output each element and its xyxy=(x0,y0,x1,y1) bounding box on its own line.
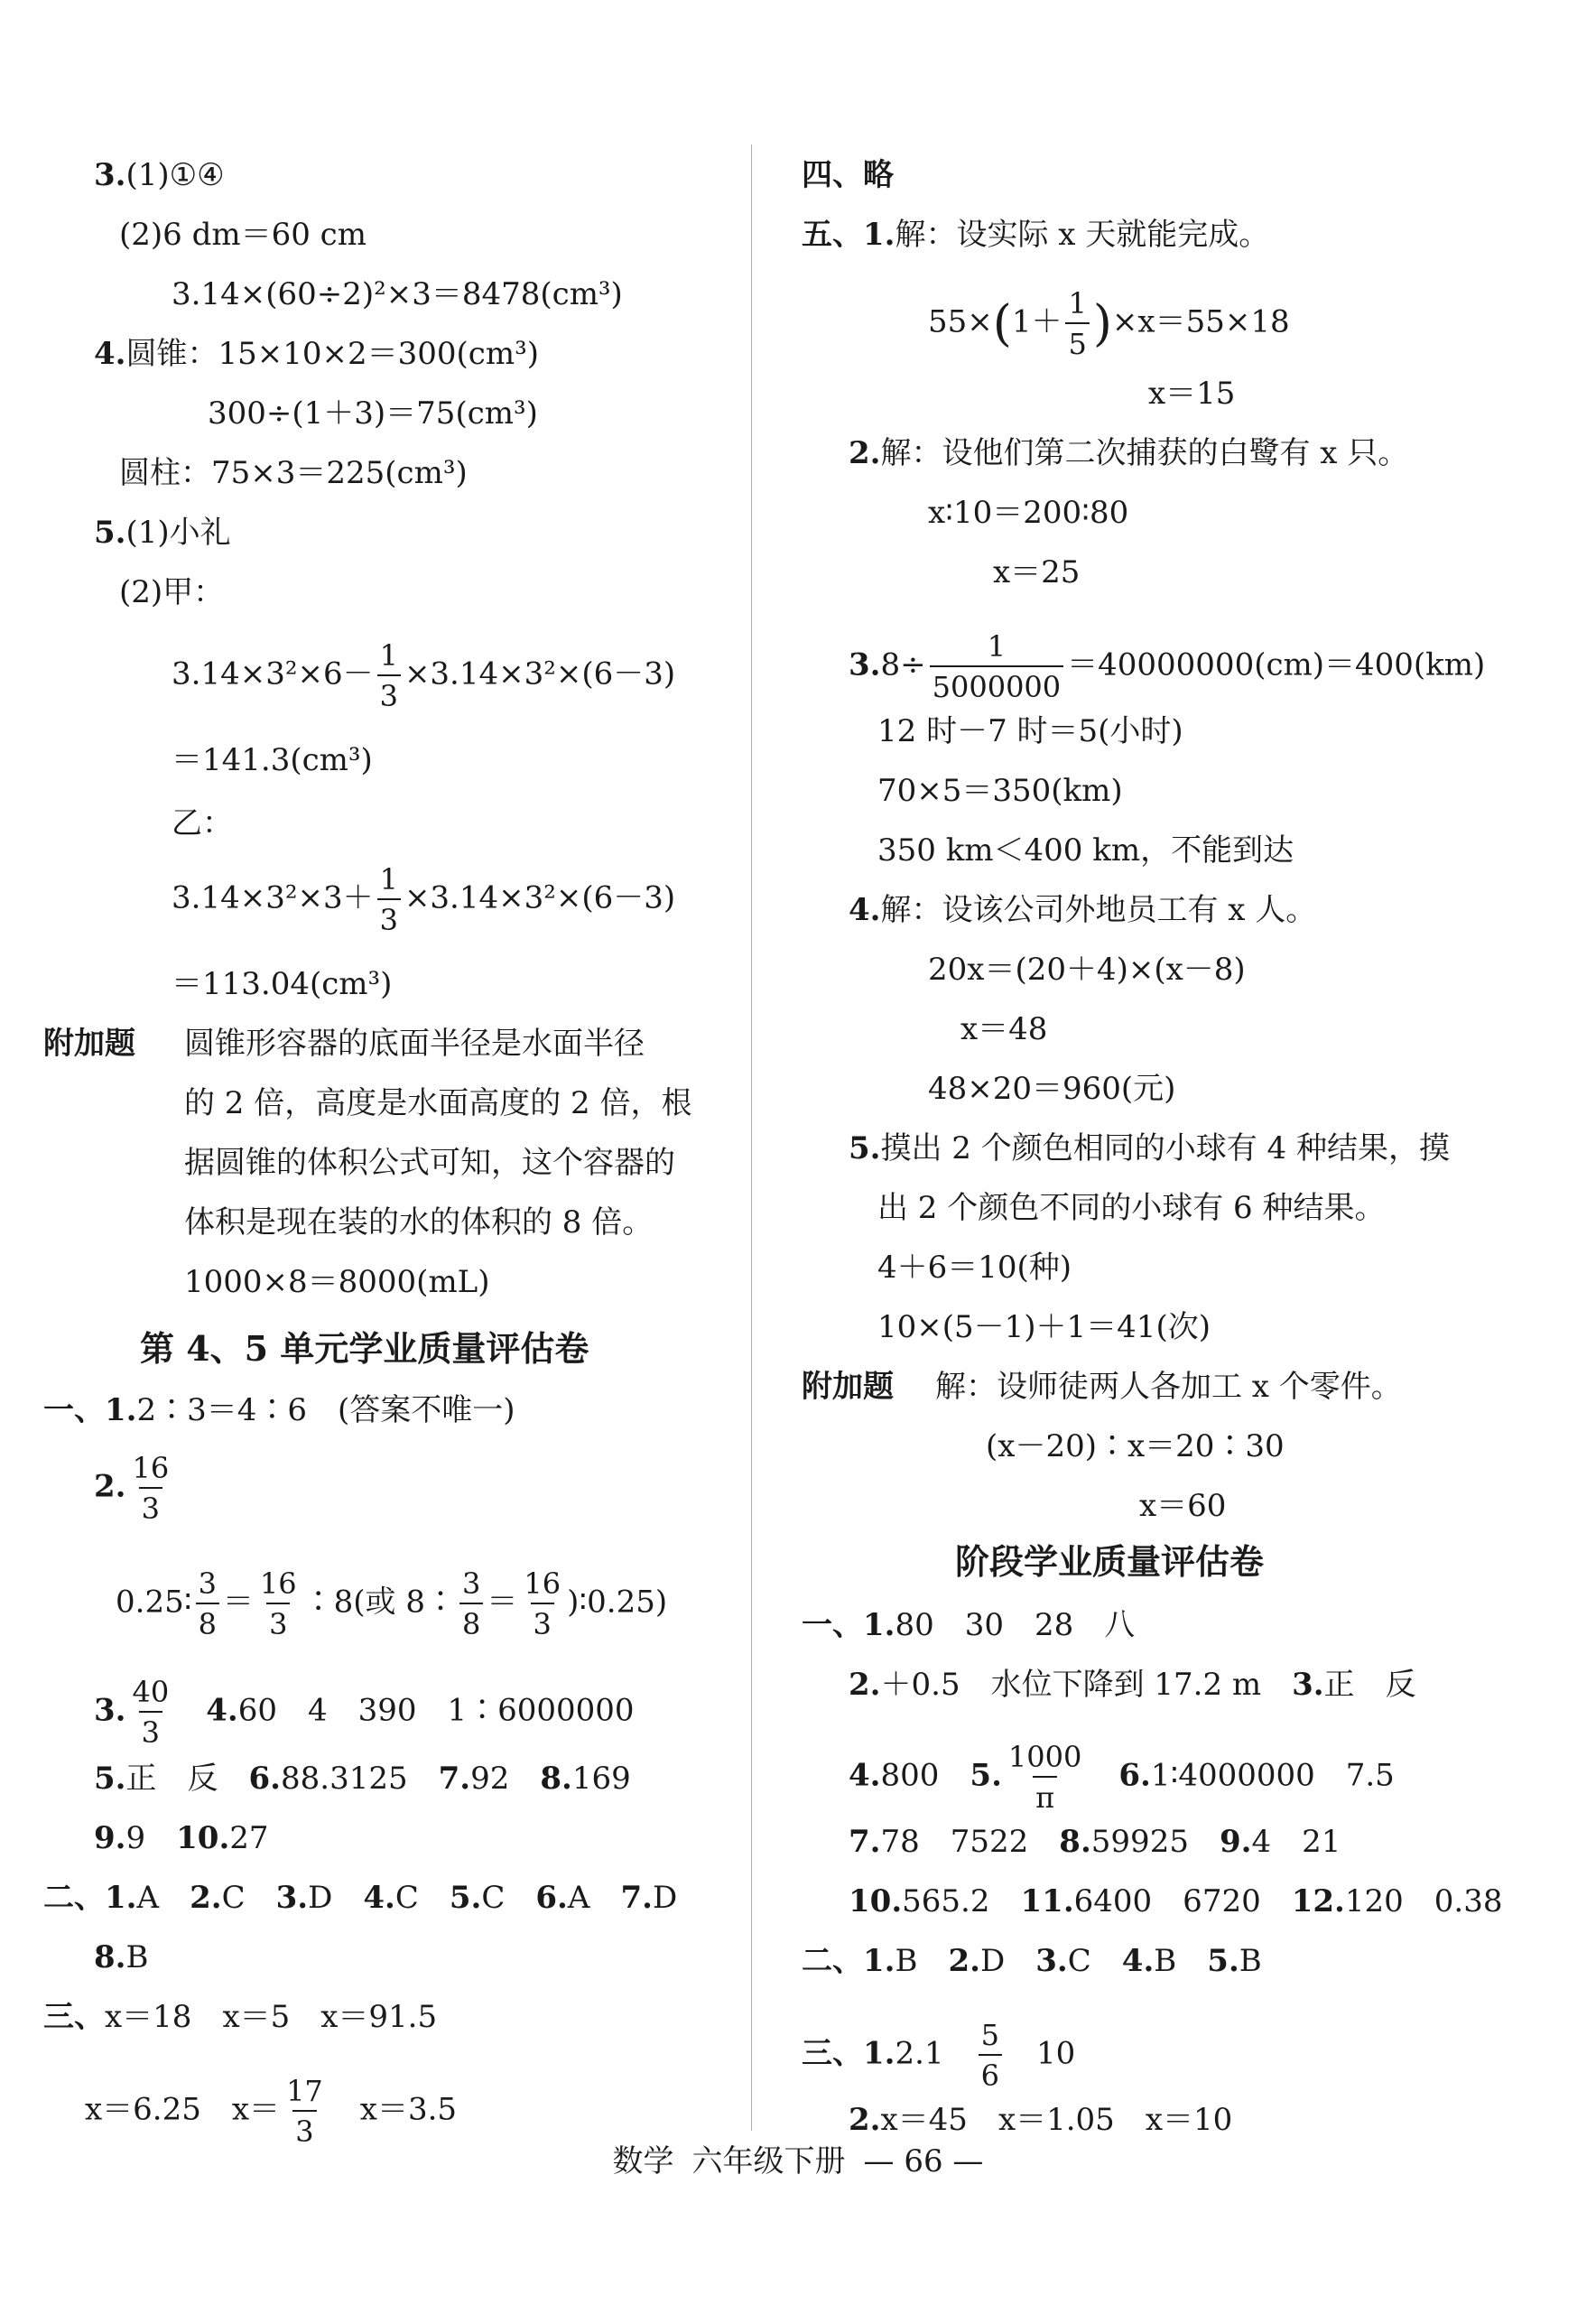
l-q4-line3: 圆柱：75×3＝225(cm³) xyxy=(119,455,468,491)
r-s4: 四、略 xyxy=(802,157,894,193)
l-extra-line2: 的 2 倍，高度是水面高度的 2 倍，根 xyxy=(184,1085,692,1121)
footer-subject: 数学 xyxy=(612,2143,674,2179)
r-s5-q5: 5.摸出 2 个颜色相同的小球有 4 种结果，摸 xyxy=(849,1130,1450,1166)
footer-page-number: — 66 — xyxy=(863,2143,984,2179)
l-s3-line1: 三、x＝18 x＝5 x＝91.5 xyxy=(43,1999,438,2035)
l-s1-q2-b: 0.25∶ $\frac{3}{8}$ ＝ $\frac{16}{3}$ ∶8(或 8∶ $\frac{3}{8}$ ＝ $\frac{16}{3}$ )∶0.25) xyxy=(116,1566,668,1641)
fraction: $\frac{40}{3}$ xyxy=(132,1675,170,1750)
r-s1-q7-q9: 7.78 7522 8.59925 9.4 21 xyxy=(849,1824,1341,1860)
r-s5-q1: 五、1.解：设实际 x 天就能完成。 xyxy=(802,217,1270,253)
r-s5-q2-l2: x＝25 xyxy=(993,554,1081,590)
r-s5-q4-l1: 20x＝(20＋4)×(x－8) xyxy=(928,952,1246,988)
fraction: $\frac{1}{5000000}$ xyxy=(930,632,1064,702)
r-s5-q2: 2.解：设他们第二次捕获的白鹭有 x 只。 xyxy=(849,435,1409,471)
l-s1-q9-q10: 9.9 10.27 xyxy=(94,1820,269,1856)
fraction: $\frac{16}{3}$ xyxy=(259,1566,297,1641)
r-s2: 二、1.B 2.D 3.C 4.B 5.B xyxy=(802,1943,1262,1979)
l-extra-line1: 圆锥形容器的底面半径是水面半径 xyxy=(184,1026,645,1062)
l-s2-line2: 8.B xyxy=(94,1939,149,1975)
r-extra-line1: 解：设师徒两人各加工 x 个零件。 xyxy=(935,1369,1402,1405)
r-s5-q4-l3: 48×20＝960(元) xyxy=(928,1071,1176,1107)
r-s5-q1-ans: x＝15 xyxy=(1148,376,1236,412)
r-s1-q2-q3: 2.＋0.5 水位下降到 17.2 m 3.正 反 xyxy=(849,1667,1416,1703)
r-s5-q5-l3: 10×(5－1)＋1＝41(次) xyxy=(877,1309,1211,1345)
section-title-stage: 阶段学业质量评估卷 xyxy=(955,1541,1265,1582)
r-s5-q2-l1: x∶10＝200∶80 xyxy=(928,495,1129,531)
section-title-unit45: 第 4、5 单元学业质量评估卷 xyxy=(140,1328,589,1369)
fraction: $\frac{3}{8}$ xyxy=(196,1569,219,1639)
l-q3-line2: (2)6 dm＝60 cm xyxy=(119,217,367,253)
fraction: $\frac{1}{5}$ xyxy=(1065,289,1089,358)
l-extra-label: 附加题 xyxy=(43,1026,135,1062)
footer-grade: 六年级下册 xyxy=(691,2143,846,2179)
l-q4-line2: 300÷(1＋3)＝75(cm³) xyxy=(208,395,538,432)
fraction: $\frac{17}{3}$ xyxy=(286,2074,323,2149)
r-extra-line2: (x－20)∶x＝20∶30 xyxy=(986,1428,1285,1464)
fraction: $\frac{3}{8}$ xyxy=(459,1569,483,1639)
r-s5-q3-l2: 70×5＝350(km) xyxy=(877,773,1123,809)
r-s3-q1: 三、1.2.1 $\frac{5}{6}$ 10 xyxy=(802,2018,1076,2093)
fraction: $\frac{1}{3}$ xyxy=(377,641,401,711)
r-s5-q4-l2: x＝48 xyxy=(960,1011,1048,1047)
r-s5-q1-eq: 55×(1＋ $\frac{1}{5}$ )×x＝55×18 xyxy=(928,286,1290,361)
fraction: $\frac{1}{3}$ xyxy=(377,865,401,934)
column-divider xyxy=(751,144,752,2131)
r-s5-q5-l2: 4＋6＝10(种) xyxy=(877,1250,1072,1286)
r-s1-q4-q6: 4.800 5. $\frac{1000}{\pi}$ 6.1∶4000000 7.5 xyxy=(849,1740,1395,1815)
l-s1-q3-q4: 3. $\frac{40}{3}$ 4.60 4 390 1∶6000000 xyxy=(94,1675,635,1750)
l-q5-line2: (2)甲： xyxy=(119,574,225,610)
l-q5-line7: ＝113.04(cm³) xyxy=(172,966,393,1002)
l-s1-q2-a: 2. $\frac{16}{3}$ xyxy=(94,1454,175,1523)
l-q3-line3: 3.14×(60÷2)²×3＝8478(cm³) xyxy=(172,276,623,312)
l-q5-line1: 5.(1)小礼 xyxy=(94,515,231,551)
l-s3-line2: x＝6.25 x＝ $\frac{17}{3}$ x＝3.5 xyxy=(85,2074,458,2149)
r-s5-q4: 4.解：设该公司外地员工有 x 人。 xyxy=(849,892,1317,928)
fraction: $\frac{16}{3}$ xyxy=(132,1451,170,1526)
r-s3-q2: 2.x＝45 x＝1.05 x＝10 xyxy=(849,2102,1233,2138)
r-s1-q10-q12: 10.565.2 11.6400 6720 12.120 0.38 xyxy=(849,1883,1503,1919)
l-q5-line4: ＝141.3(cm³) xyxy=(172,742,373,778)
l-q3-label: 3. xyxy=(94,157,126,193)
r-s1-q1: 一、1.80 30 28 八 xyxy=(802,1607,1136,1643)
l-extra-line3: 据圆锥的体积公式可知，这个容器的 xyxy=(184,1145,675,1181)
l-s1-q1: 一、1.2∶3＝4∶6 (答案不唯一) xyxy=(43,1392,515,1428)
r-extra-line3: x＝60 xyxy=(1139,1488,1227,1524)
l-s2-line1: 二、1.A 2.C 3.D 4.C 5.C 6.A 7.D xyxy=(43,1880,678,1916)
fraction: $\frac{5}{6}$ xyxy=(979,2021,1002,2090)
fraction: $\frac{1000}{\pi}$ xyxy=(1007,1740,1082,1815)
l-q3-line1: 3.(1)①④ xyxy=(94,157,225,193)
l-q5-line6: 3.14×3²×3＋ $\frac{1}{3}$ ×3.14×3²×(6－3) xyxy=(172,862,676,937)
r-s5-q3: 3.8÷ $\frac{1}{5000000}$ ＝40000000(cm)＝400(km) xyxy=(849,629,1486,704)
l-q5-line3: 3.14×3²×6－ $\frac{1}{3}$ ×3.14×3²×(6－3) xyxy=(172,638,676,713)
page-footer xyxy=(0,2142,1596,2181)
r-s5-q3-l1: 12 时－7 时＝5(小时) xyxy=(877,713,1183,749)
r-s5-q3-l3: 350 km＜400 km，不能到达 xyxy=(877,832,1294,869)
l-extra-line4: 体积是现在装的水的体积的 8 倍。 xyxy=(184,1204,654,1241)
fraction: $\frac{16}{3}$ xyxy=(524,1566,561,1641)
l-q5-line5: 乙： xyxy=(172,805,233,841)
l-q4-line1: 4.圆锥：15×10×2＝300(cm³) xyxy=(94,336,539,372)
r-extra-label: 附加题 xyxy=(802,1369,894,1405)
l-s1-q5-q8: 5.正 反 6.88.3125 7.92 8.169 xyxy=(94,1761,631,1797)
r-s5-q5-l1: 出 2 个颜色不同的小球有 6 种结果。 xyxy=(877,1190,1386,1226)
l-extra-line5: 1000×8＝8000(mL) xyxy=(184,1264,490,1300)
